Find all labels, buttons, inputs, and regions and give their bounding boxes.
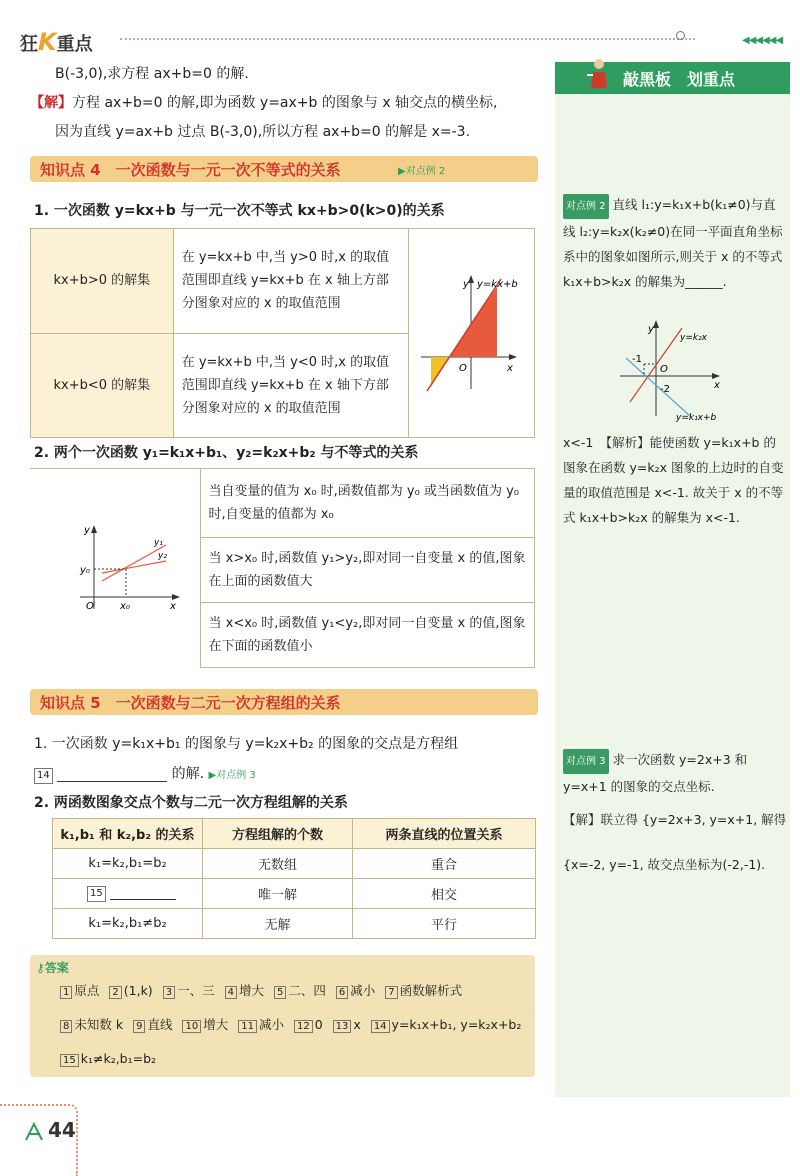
- answer-text: y=k₁x+b₁, y=k₂x+b₂: [391, 1017, 522, 1032]
- kp4-relation-2: 当 x>x₀ 时,函数值 y₁>y₂,即对同一自变量 x 的值,图象在上面的函数值大: [200, 537, 535, 602]
- g2-x0: x₀: [120, 601, 130, 612]
- example-3: [563, 747, 788, 799]
- answer-item: [238, 1017, 284, 1032]
- g2-y: y: [84, 525, 90, 536]
- intro-line-1: B(-3,0),求方程 ax+b=0 的解.: [55, 66, 249, 82]
- answers-row-2: [60, 1015, 531, 1033]
- example-2-text: 直线 l₁:y=k₁x+b(k₁≠0)与直线 l₂:y=k₂x(k₂≠0)在同一平面直角坐标系中的图象如图所示,则关于 x 的不等式 k₁x+b>k₂x 的解集为______.: [563, 197, 783, 289]
- example-2: [563, 192, 788, 294]
- answer-number: 12: [294, 1020, 313, 1033]
- answer-text: 0: [314, 1017, 323, 1032]
- page-number: 44: [48, 1118, 76, 1142]
- kp4-heading-1: 1. 一次函数 y=kx+b 与一元一次不等式 kx+b>0(k>0)的关系: [34, 203, 445, 219]
- answer-number: 11: [238, 1020, 257, 1033]
- teacher-icon: [585, 56, 611, 92]
- example-2-badge: 对点例 2: [563, 194, 609, 219]
- fill-blank-15[interactable]: [110, 886, 176, 900]
- key-icon: ⚷: [36, 961, 45, 975]
- answer-text: 二、四: [288, 983, 326, 998]
- row1-text: 在 y=kx+b 中,当 y>0 时,x 的取值范围即直线 y=kx+b 在 x 轴上方部分图象对应的 x 的取值范围: [173, 229, 408, 334]
- sidebar-panel: [555, 62, 790, 1097]
- answer-number: 4: [225, 986, 237, 999]
- answer-item: [385, 983, 462, 998]
- graph-1: [409, 229, 533, 429]
- knowledge-point-4-bar: [30, 156, 538, 182]
- answer-item: [60, 1017, 123, 1032]
- answer-text: 增大: [238, 983, 264, 998]
- g2-y0: y₀: [80, 565, 90, 576]
- example-3-badge: 对点例 3: [563, 749, 609, 774]
- answer-item: [60, 983, 99, 998]
- answer-number: 2: [109, 986, 121, 999]
- kp4-heading-2: 2. 两个一次函数 y₁=k₁x+b₁、y₂=k₂x+b₂ 与不等式的关系: [34, 445, 419, 461]
- g1-origin: O: [458, 363, 467, 374]
- col-position: 两条直线的位置关系: [353, 819, 536, 849]
- svg-text:y=k₁x+b: y=k₁x+b: [676, 413, 717, 423]
- fill-blank-14[interactable]: [57, 766, 167, 782]
- answers-row-3: [60, 1051, 166, 1067]
- kp4-relation-3: 当 x<x₀ 时,函数值 y₁<y₂,即对同一自变量 x 的值,图象在下面的函数值小: [200, 602, 535, 667]
- header-arrows-icon: ◀◀◀◀◀◀: [742, 35, 783, 46]
- answer-text: 增大: [203, 1017, 229, 1032]
- answer-number: 8: [60, 1020, 72, 1033]
- answer-text: k₁≠k₂,b₁=b₂: [80, 1051, 157, 1066]
- kp5-paragraph-1: 1. 一次函数 y=k₁x+b₁ 的图象与 y=k₂x+b₂ 的图象的交点是方程组: [34, 736, 459, 752]
- kp5-ref-link[interactable]: ▶对点例 3: [208, 770, 256, 781]
- answer-text: 函数解析式: [399, 983, 463, 998]
- kp4-table-1: [30, 228, 535, 438]
- g2-y2: y₂: [158, 551, 167, 561]
- kp5-heading-2: 2. 两函数图象交点个数与二元一次方程组解的关系: [34, 795, 348, 811]
- kp4-title: 知识点 4 一次函数与一元一次不等式的关系: [40, 161, 341, 179]
- intro-line-2: 【解】方程 ax+b=0 的解,即为函数 y=ax+b 的图象与 x 轴交点的横坐标,: [30, 95, 498, 111]
- kp5-table: [52, 818, 536, 939]
- answer-item: [371, 1017, 522, 1032]
- answer-text: 减小: [258, 1017, 284, 1032]
- svg-text:-1: -1: [632, 354, 642, 365]
- answer-text: 直线: [147, 1017, 173, 1032]
- table-row: 15 唯一解 相交: [53, 879, 536, 909]
- answer-item: [60, 1051, 156, 1066]
- g1-line-label: y=kx+b: [476, 279, 518, 290]
- answer-number: 3: [163, 986, 175, 999]
- answer-item: [182, 1017, 228, 1032]
- answer-number: 5: [274, 986, 286, 999]
- header-circle-icon: [676, 31, 685, 40]
- g1-x-label: x: [506, 363, 513, 374]
- svg-text:y=k₂x: y=k₂x: [680, 333, 708, 343]
- col-relation: k₁,b₁ 和 k₂,b₂ 的关系: [53, 819, 203, 849]
- kp4-table-2: [30, 468, 535, 668]
- intro-line-3: 因为直线 y=ax+b 过点 B(-3,0),所以方程 ax+b=0 的解是 x=-3.: [55, 124, 471, 140]
- g2-origin: O: [86, 601, 94, 612]
- answer-item: [336, 983, 375, 998]
- svg-text:y: y: [648, 324, 654, 335]
- answers-box: [30, 955, 535, 1077]
- table-row: k₁=k₂,b₁=b₂ 无数组 重合: [53, 849, 536, 879]
- answers-row-1: [60, 981, 472, 999]
- kp5-paragraph-1b: 14 的解. ▶对点例 3: [34, 760, 256, 790]
- example-3-solution-1: 【解】联立得 {y=2x+3, y=x+1, 解得: [563, 812, 787, 827]
- answer-number: 9: [133, 1020, 145, 1033]
- answer-item: [294, 1017, 323, 1032]
- table-row: k₁=k₂,b₁≠b₂ 无解 平行: [53, 909, 536, 939]
- g2-x: x: [170, 601, 176, 612]
- answer-item: [333, 1017, 361, 1032]
- answers-title: ⚷答案: [36, 961, 69, 975]
- answer-number: 6: [336, 986, 348, 999]
- answer-item: [109, 983, 152, 998]
- answer-number: 13: [333, 1020, 352, 1033]
- knowledge-point-5-bar: [30, 689, 538, 715]
- svg-text:O: O: [660, 364, 668, 375]
- graph-2-cell: [30, 469, 200, 668]
- g2-y1: y₁: [154, 538, 163, 548]
- answer-text: (1,k): [123, 983, 153, 998]
- answer-number: 10: [182, 1020, 201, 1033]
- blank-number-14: 14: [34, 768, 53, 784]
- row2-text: 在 y=kx+b 中,当 y<0 时,x 的取值范围即直线 y=kx+b 在 x 轴下方部分图象对应的 x 的取值范围: [173, 333, 408, 438]
- answer-item: [133, 1017, 172, 1032]
- svg-text:x: x: [714, 380, 720, 391]
- answer-text: 未知数 k: [74, 1017, 124, 1032]
- sidebar-banner: [555, 62, 790, 94]
- row2-label: kx+b<0 的解集: [31, 333, 174, 438]
- answer-number: 1: [60, 986, 72, 999]
- header-divider: [120, 38, 695, 40]
- col-solutions: 方程组解的个数: [203, 819, 353, 849]
- answer-number: 7: [385, 986, 397, 999]
- svg-text:-2: -2: [660, 384, 670, 395]
- row1-label: kx+b>0 的解集: [31, 229, 174, 334]
- kp4-relation-1: 当自变量的值为 x₀ 时,函数值都为 y₀ 或当函数值为 y₀ 时,自变量的值都为 x₀: [200, 469, 535, 538]
- kp4-ref-link[interactable]: ▶对点例 2: [398, 166, 446, 177]
- example-3-text: 求一次函数 y=2x+3 和 y=x+1 的图象的交点坐标.: [563, 752, 748, 794]
- example-3-solution-2: {x=-2, y=-1, 故交点坐标为(-2,-1).: [563, 857, 766, 872]
- answer-text: 一、三: [177, 983, 215, 998]
- g1-y-label: y: [462, 279, 469, 290]
- answer-text: x: [353, 1017, 361, 1032]
- answer-number: 15: [60, 1054, 79, 1067]
- blank-number-15: 15: [87, 886, 106, 902]
- sidebar-banner-text: 敲黑板 划重点: [623, 70, 736, 89]
- graph-2: [30, 469, 198, 659]
- answer-text: 原点: [74, 983, 100, 998]
- example-2-answer: x<-1 【解析】能使函数 y=k₁x+b 的图象在函数 y=k₂x 图象的上边时的自变量的取值范围是 x<-1. 故关于 x 的不等式 k₁x+b>k₂x 的解集为 x<-1.: [563, 435, 784, 525]
- compass-icon: [22, 1122, 46, 1142]
- answer-item: [274, 983, 326, 998]
- example-2-graph: [610, 320, 730, 424]
- answer-item: [163, 983, 215, 998]
- graph-1-cell: [408, 229, 534, 438]
- page-header-logo: 狂K重点: [20, 28, 93, 56]
- answer-item: [225, 983, 264, 998]
- answer-number: 14: [371, 1020, 390, 1033]
- answer-text: 减小: [350, 983, 376, 998]
- kp5-title: 知识点 5 一次函数与二元一次方程组的关系: [40, 694, 341, 712]
